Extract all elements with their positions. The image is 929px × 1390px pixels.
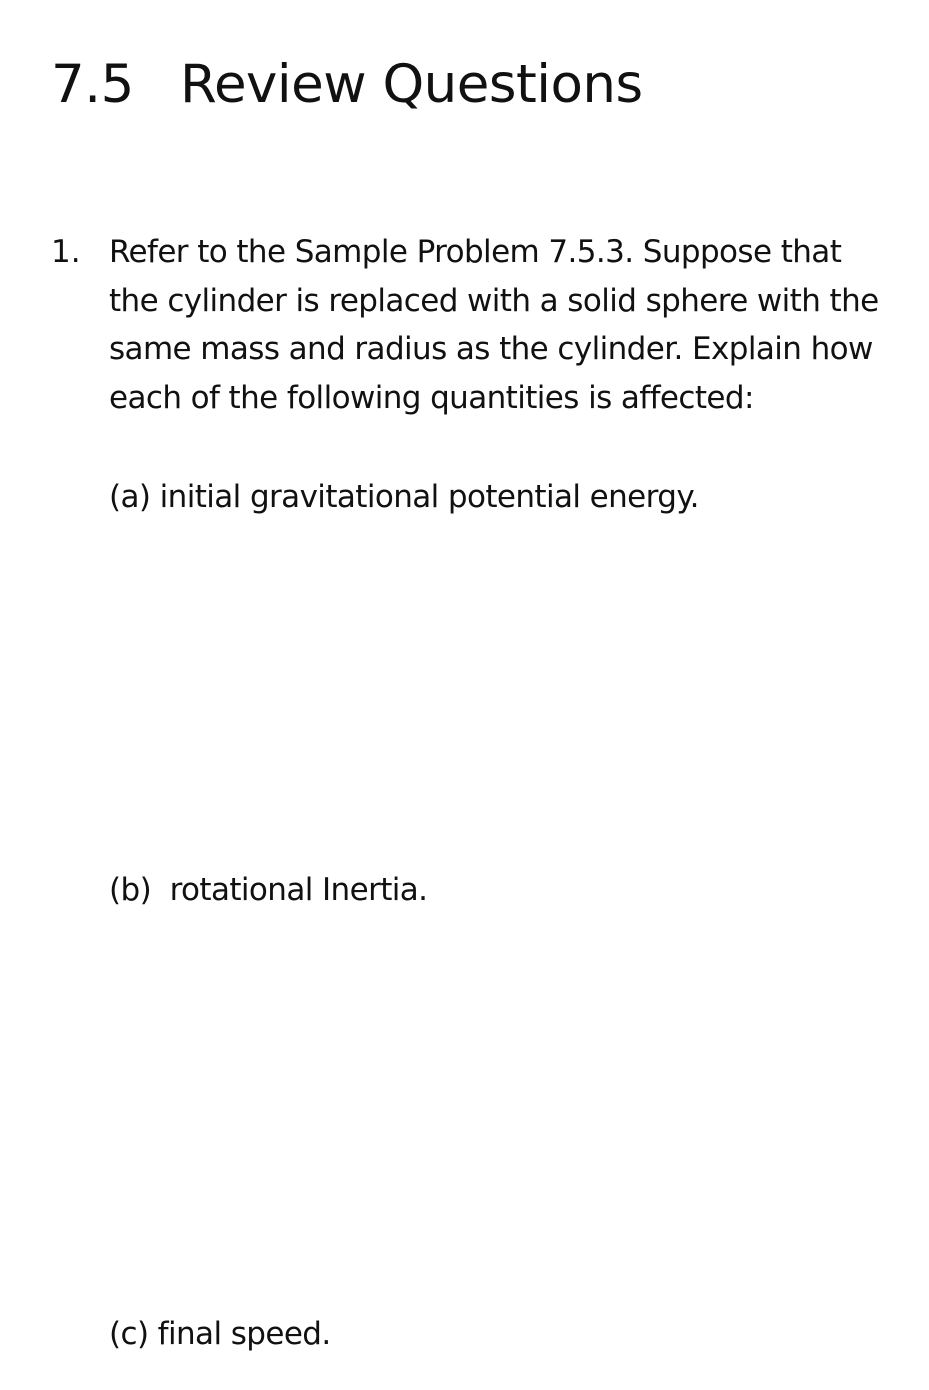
section-number: 7.5 — [51, 54, 134, 115]
question-line-4: each of the following quantities is affected: — [109, 379, 754, 416]
subpart-a: (a) initial gravitational potential energy. — [109, 479, 699, 515]
subpart-b: (b) rotational Inertia. — [109, 872, 428, 908]
question-line-3: same mass and radius as the cylinder. Explain how — [109, 331, 873, 367]
section-title: Review Questions — [180, 54, 643, 115]
section-heading — [51, 50, 643, 120]
question-line-1: Refer to the Sample Problem 7.5.3. Suppose that — [109, 234, 842, 270]
subpart-c: (c) final speed. — [109, 1316, 331, 1352]
question-text — [109, 228, 909, 422]
question-line-2: the cylinder is replaced with a solid sphere with the — [109, 282, 879, 319]
question-number: 1. — [51, 234, 81, 270]
